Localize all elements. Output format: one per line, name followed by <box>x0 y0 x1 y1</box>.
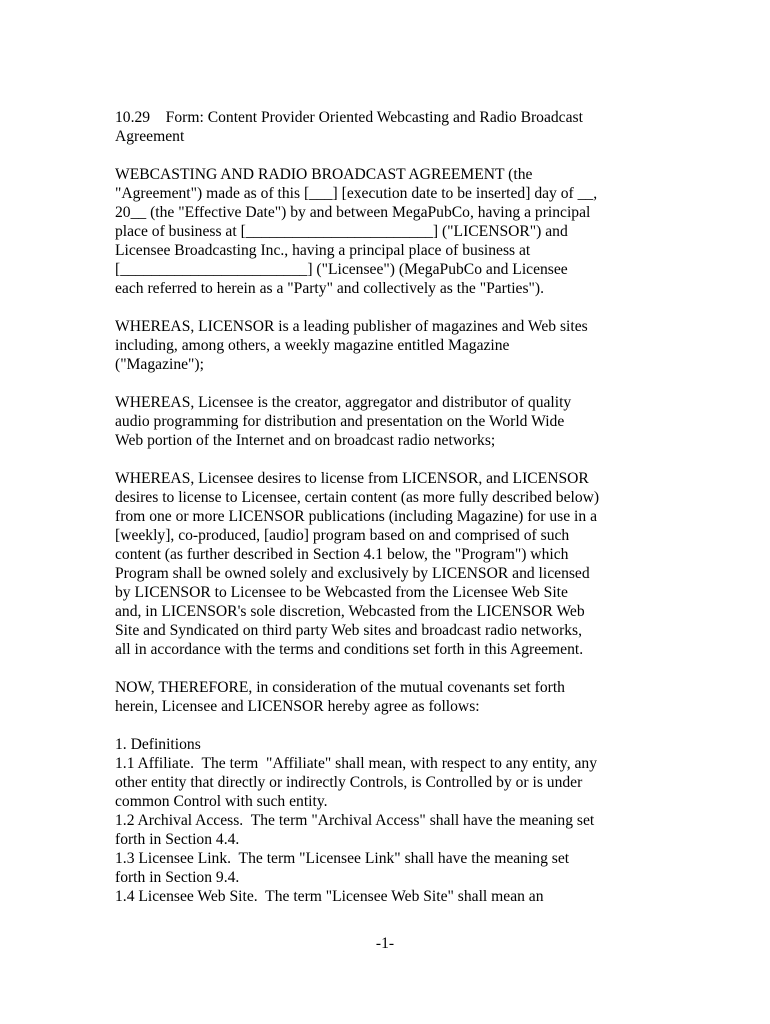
text-line: [________________________] ("Licensee") (MegaPubCo and Licensee <box>115 261 568 278</box>
text-line: WEBCASTING AND RADIO BROADCAST AGREEMENT (the <box>115 166 533 183</box>
text-line: ("Magazine"); <box>115 356 204 373</box>
paragraph-gap <box>115 450 660 469</box>
text-line: including, among others, a weekly magazine entitled Magazine <box>115 337 510 354</box>
text-line: Site and Syndicated on third party Web sites and broadcast radio networks, <box>115 622 583 639</box>
text-line: WHEREAS, Licensee desires to license from LICENSOR, and LICENSOR <box>115 470 589 487</box>
document-body <box>115 108 660 906</box>
page-number: -1- <box>375 935 395 952</box>
text-line: all in accordance with the terms and conditions set forth in this Agreement. <box>115 641 584 658</box>
text-line: place of business at [________________________] ("LICENSOR") and <box>115 223 568 240</box>
preamble-paragraph <box>115 165 660 298</box>
document-title <box>115 108 660 146</box>
text-line: each referred to herein as a "Party" and collectively as the "Parties"). <box>115 280 544 297</box>
text-line: "Agreement") made as of this [___] [execution date to be inserted] day of __, <box>115 185 598 202</box>
whereas-paragraph-3 <box>115 469 660 659</box>
now-therefore-paragraph <box>115 678 660 716</box>
paragraph-gap <box>115 374 660 393</box>
text-line: WHEREAS, LICENSOR is a leading publisher of magazines and Web sites <box>115 318 588 335</box>
paragraph-gap <box>115 146 660 165</box>
text-line: by LICENSOR to Licensee to be Webcasted from the Licensee Web Site <box>115 584 568 601</box>
text-line: and, in LICENSOR's sole discretion, Webcasted from the LICENSOR Web <box>115 603 585 620</box>
title-line: 10.29 Form: Content Provider Oriented Webcasting and Radio Broadcast <box>115 109 583 126</box>
text-line: desires to license to Licensee, certain content (as more fully described below) <box>115 489 600 506</box>
whereas-paragraph-2 <box>115 393 660 450</box>
paragraph-gap <box>115 659 660 678</box>
text-line: Licensee Broadcasting Inc., having a principal place of business at <box>115 242 531 259</box>
text-line: from one or more LICENSOR publications (including Magazine) for use in a <box>115 508 597 525</box>
text-line: common Control with such entity. <box>115 793 328 810</box>
text-line: audio programming for distribution and presentation on the World Wide <box>115 413 565 430</box>
text-line: 1.4 Licensee Web Site. The term "Licensee Web Site" shall mean an <box>115 888 544 905</box>
text-line: 1.2 Archival Access. The term "Archival Access" shall have the meaning set <box>115 812 595 829</box>
text-line: WHEREAS, Licensee is the creator, aggregator and distributor of quality <box>115 394 572 411</box>
text-line: [weekly], co-produced, [audio] program based on and comprised of such <box>115 527 570 544</box>
text-line: 20__ (the "Effective Date") by and between MegaPubCo, having a principal <box>115 204 591 221</box>
section-heading: 1. Definitions <box>115 736 201 753</box>
text-line: NOW, THEREFORE, in consideration of the mutual covenants set forth <box>115 679 565 696</box>
definitions-section <box>115 735 660 906</box>
text-line: 1.1 Affiliate. The term "Affiliate" shall mean, with respect to any entity, any <box>115 755 598 772</box>
text-line: content (as further described in Section 4.1 below, the "Program") which <box>115 546 569 563</box>
text-line: herein, Licensee and LICENSOR hereby agree as follows: <box>115 698 480 715</box>
title-line: Agreement <box>115 128 185 145</box>
text-line: Web portion of the Internet and on broadcast radio networks; <box>115 432 496 449</box>
text-line: forth in Section 4.4. <box>115 831 240 848</box>
text-line: forth in Section 9.4. <box>115 869 240 886</box>
whereas-paragraph-1 <box>115 317 660 374</box>
text-line: 1.3 Licensee Link. The term "Licensee Link" shall have the meaning set <box>115 850 570 867</box>
paragraph-gap <box>115 298 660 317</box>
text-line: Program shall be owned solely and exclusively by LICENSOR and licensed <box>115 565 590 582</box>
paragraph-gap <box>115 716 660 735</box>
text-line: other entity that directly or indirectly Controls, is Controlled by or is under <box>115 774 583 791</box>
